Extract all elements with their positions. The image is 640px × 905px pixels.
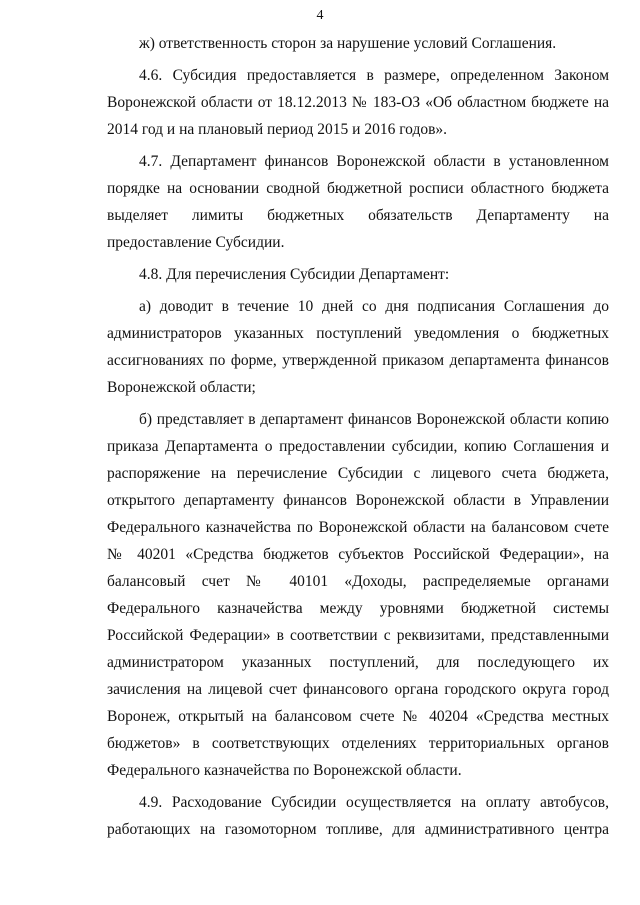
paragraph-zh-responsibility: ж) ответственность сторон за нарушение условий Соглашения. (139, 35, 557, 52)
paragraph-4-9: 4.9. Расходование Субсидии осуществляется на оплату автобусов, работающих на газомоторном топливе, для административного центра (107, 794, 609, 838)
paragraph-4-8: 4.8. Для перечисления Субсидии Департамент: (139, 266, 450, 283)
paragraph-a: а) доводит в течение 10 дней со дня подписания Соглашения до администраторов указанных поступлений уведомления о бюджетных ассигнованиях по форме, утвержденной приказом департамента финансов Воронежской области; (107, 298, 609, 396)
paragraph-4-6: 4.6. Субсидия предоставляется в размере, определенном Законом Воронежской области от 18.12.2013 № 183-ОЗ «Об областном бюджете на 2014 год и на плановый период 2015 и 2016 годов». (107, 67, 609, 138)
page-number: 4 (316, 8, 324, 23)
document-body (107, 30, 609, 843)
paragraph-b: б) представляет в департамент финансов Воронежской области копию приказа Департамента о предоставлении субсидии, копию Соглашения и распоряжение на перечисление Субсидии с лицевого счета бюджета, открытого департаменту финансов Воронежской области в Управлении Федерального казначейства по Воронежской области на балансовом счете № 40201 «Средства бюджетов субъектов Российской Федерации», на балансовый счет № 40101 «Доходы, распределяемые органами Федерального казначейства между уровнями бюджетной системы Российской Федерации» в соответствии с реквизитами, представленными администратором указанных поступлений, для последующего их зачисления на лицевой счет финансового органа городского округа город Воронеж, открытый на балансовом счете № 40204 «Средства местных бюджетов» в соответствующих отделениях территориальных органов Федерального казначейства по Воронежской области. (107, 411, 609, 779)
paragraph-4-7: 4.7. Департамент финансов Воронежской области в установленном порядке на основании сводной бюджетной росписи областного бюджета выделяет лимиты бюджетных обязательств Департаменту на предоставление Субсидии. (107, 153, 609, 251)
